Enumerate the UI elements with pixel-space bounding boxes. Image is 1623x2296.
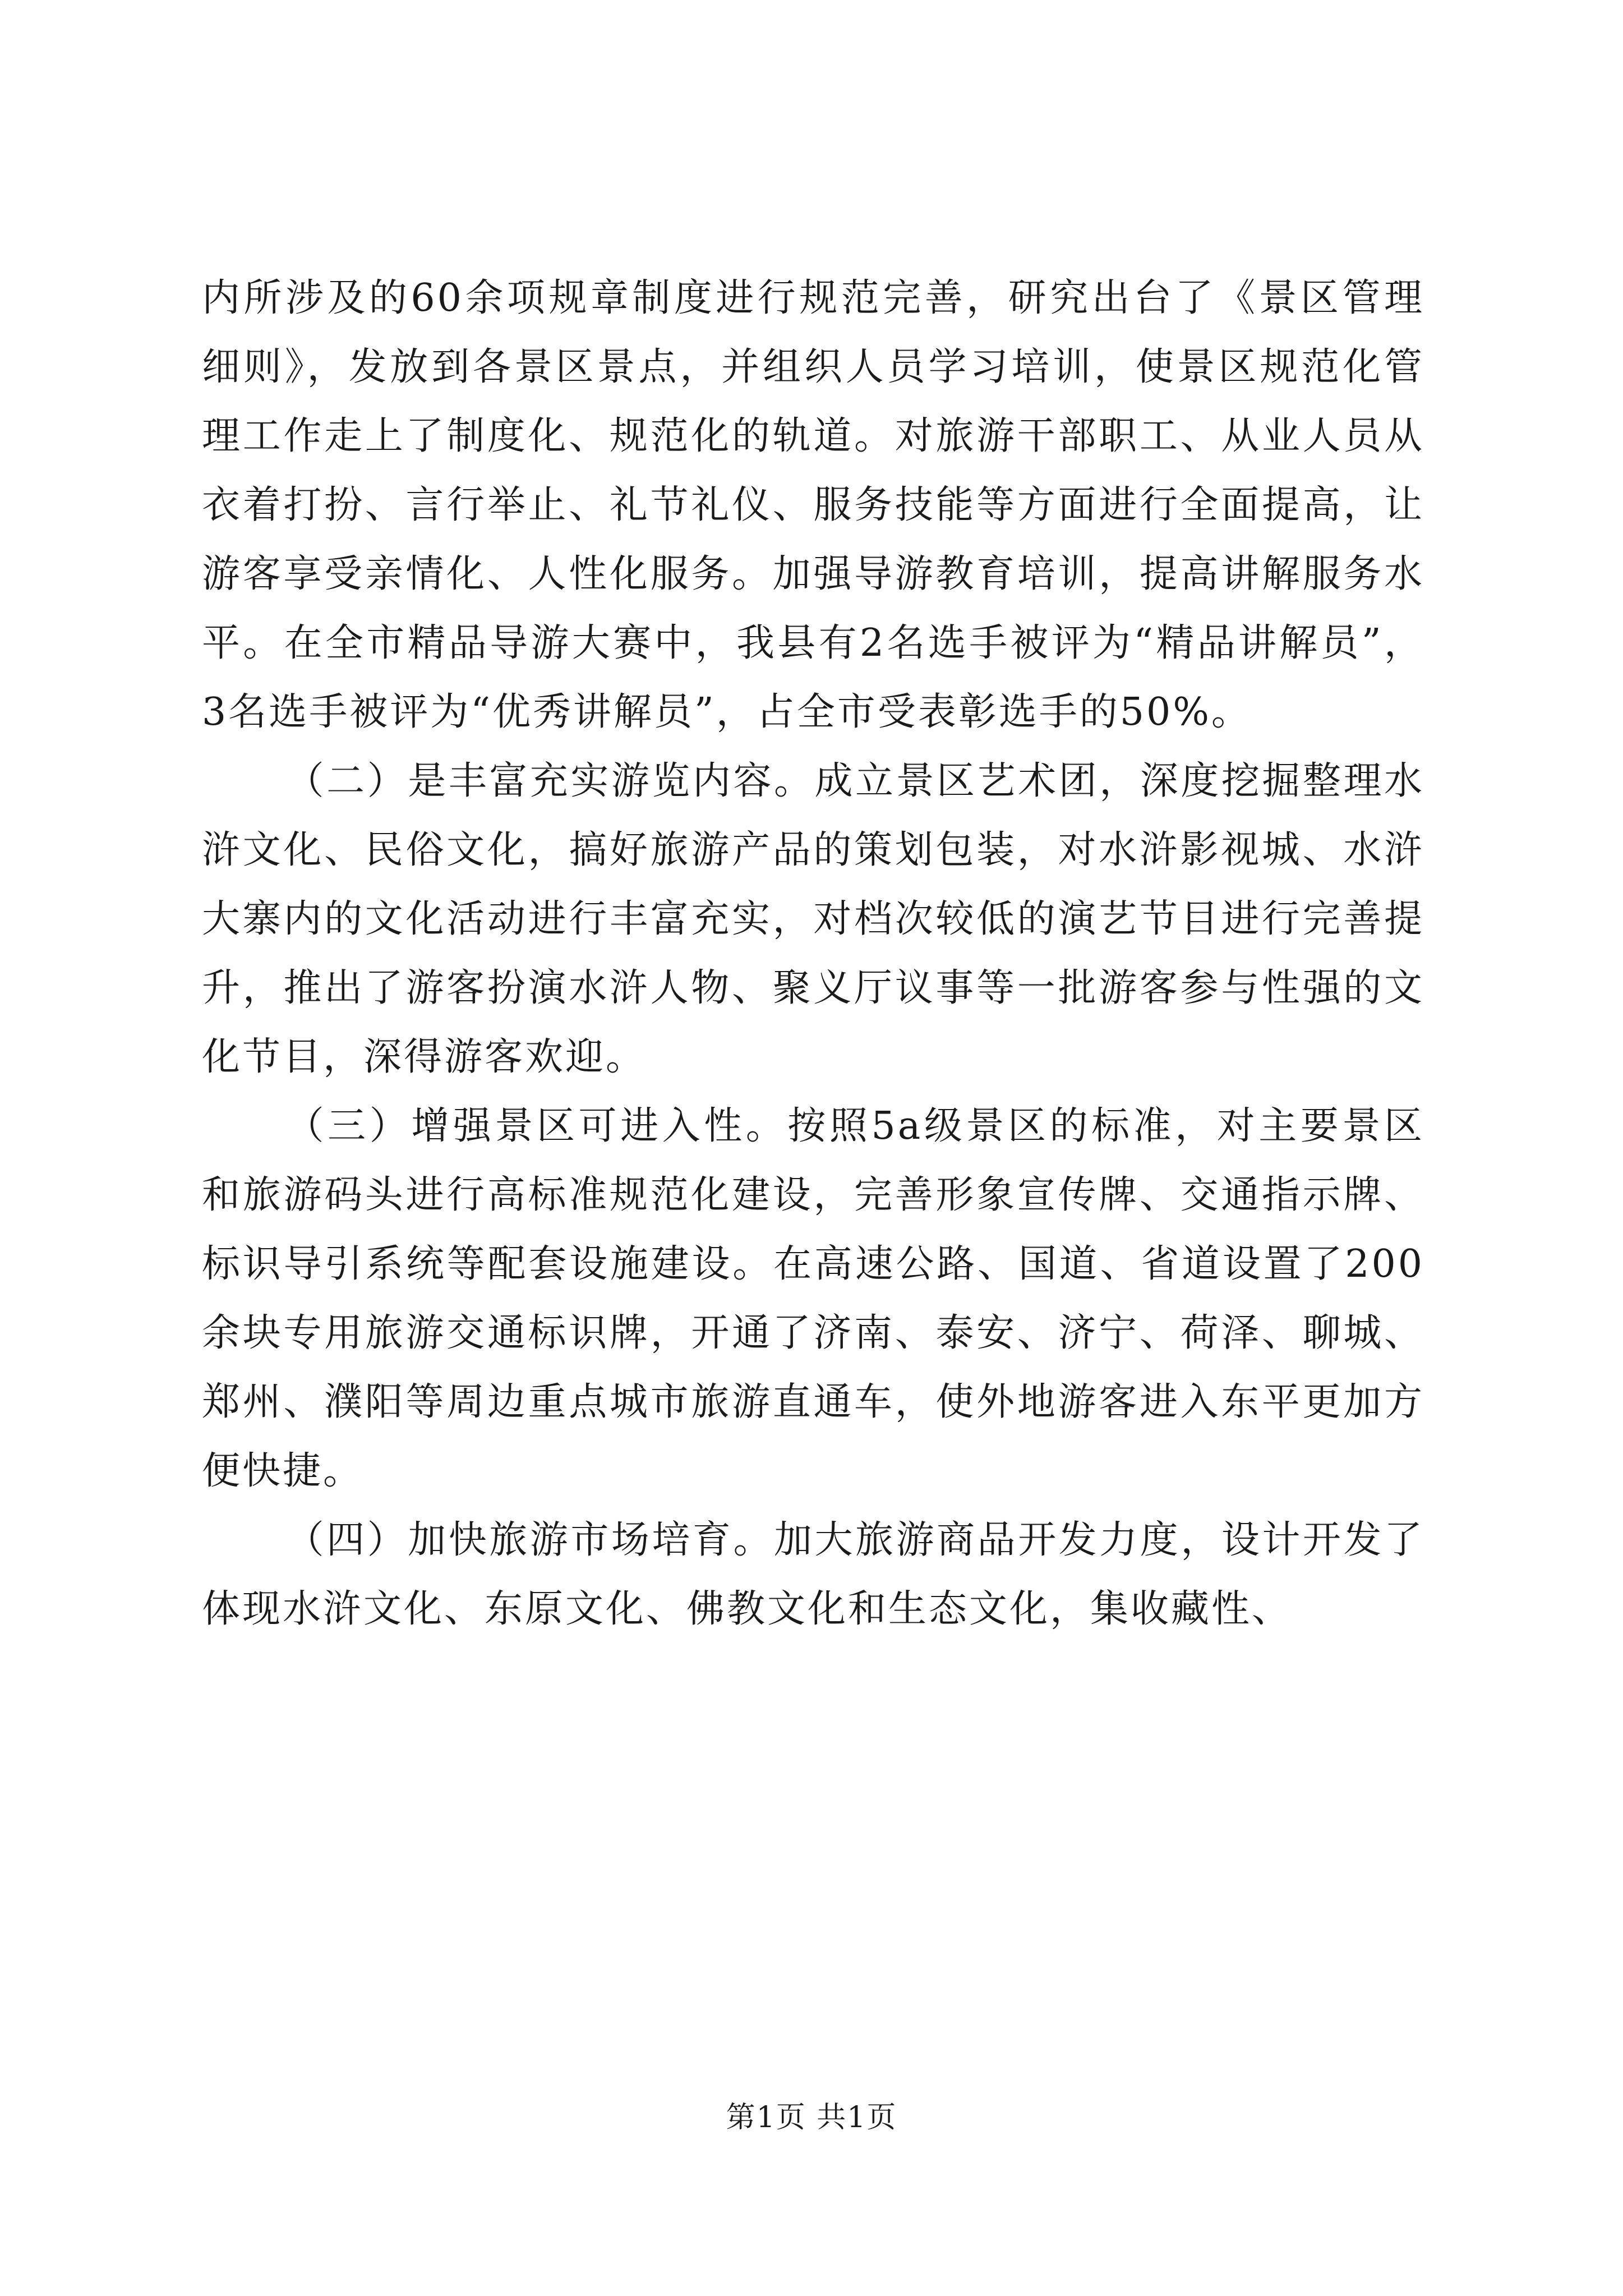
paragraph-continued: 内所涉及的60余项规章制度进行规范完善，研究出台了《景区管理细则》，发放到各景区景点，并组织人员学习培训，使景区规范化管理工作走上了制度化、规范化的轨道。对旅游干部职工、从业人员从衣着打扮、言行举止、礼节礼仪、服务技能等方面进行全面提高，让游客享受亲情化、人性化服务。加强导游教育培训，提高讲解服务水平。在全市精品导游大赛中，我县有2名选手被评为“精品讲解员”，3名选手被评为“优秀讲解员”，占全市受表彰选手的50%。 <box>202 276 1424 734</box>
page-footer: 第1页 共1页 <box>726 2101 897 2134</box>
body-text <box>202 264 1424 1644</box>
paragraph-section-2: （二）是丰富充实游览内容。成立景区艺术团，深度挖掘整理水浒文化、民俗文化，搞好旅游产品的策划包装，对水浒影视城、水浒大寨内的文化活动进行丰富充实，对档次较低的演艺节目进行完善提升，推出了游客扮演水浒人物、聚义厅议事等一批游客参与性强的文化节目，深得游客欢迎。 <box>202 759 1424 1079</box>
paragraph-section-4: （四）加快旅游市场培育。加大旅游商品开发力度，设计开发了体现水浒文化、东原文化、佛教文化和生态文化，集收藏性、 <box>202 1518 1424 1631</box>
paragraph-section-3: （三）增强景区可进入性。按照5a级景区的标准，对主要景区和旅游码头进行高标准规范化建设，完善形象宣传牌、交通指示牌、标识导引系统等配套设施建设。在高速公路、国道、省道设置了200余块专用旅游交通标识牌，开通了济南、泰安、济宁、荷泽、聊城、郑州、濮阳等周边重点城市旅游直通车，使外地游客进入东平更加方便快捷。 <box>202 1104 1424 1493</box>
